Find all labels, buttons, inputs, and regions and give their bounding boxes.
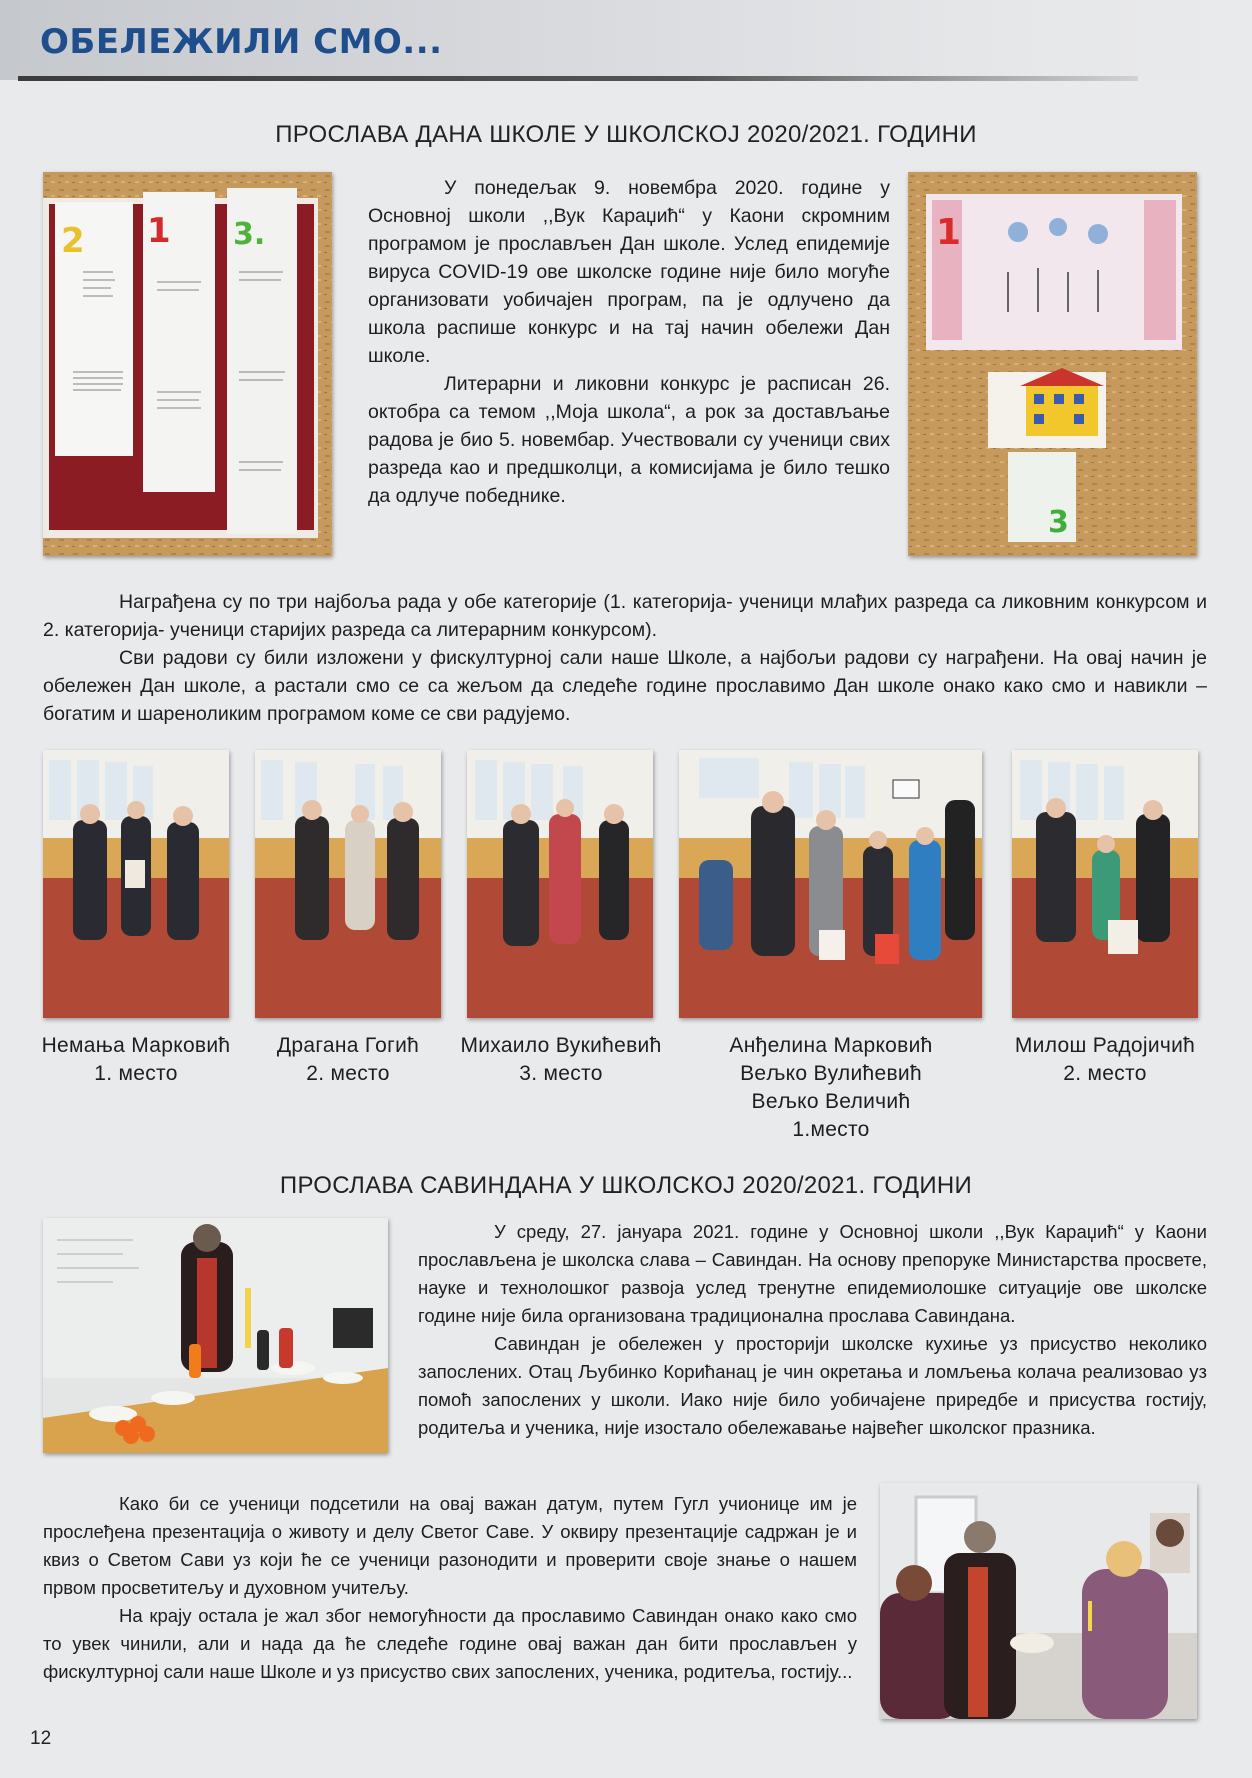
- winner-name: Михаило Вукићевић: [460, 1034, 662, 1057]
- section2-intro-text: [418, 1218, 1207, 1442]
- winner-caption-2: [240, 1032, 456, 1088]
- winner-place: 2. место: [1063, 1062, 1147, 1085]
- winner-place: 1. место: [94, 1062, 178, 1085]
- photo-winner-2: [255, 750, 441, 1018]
- photo-winner-5: [1012, 750, 1198, 1018]
- winner-name: Немања Марковић: [41, 1034, 231, 1057]
- section1-intro-text: [368, 174, 890, 510]
- section1-body-paragraph-2: Сви радови су били изложени у фискултурној сали наше Школе, а најбољи радови су награђени. На овај начин је обележен Дан школе, а растали смо се са жељом да следеће године прославимо Дан школе онако како смо и навикли – богатим и шареноликим програмом коме се сви радујемо.: [43, 647, 1207, 725]
- winner-name-3: Вељко Величић: [751, 1090, 911, 1113]
- svg-text:1: 1: [147, 211, 171, 251]
- section2-body-paragraph-1: Како би се ученици подсетили на овај важан датум, путем Гугл учионице им је прослеђена презентација о животу и делу Светог Саве. У оквиру презентације садржан је и квиз о Светом Сави уз који ће се ученици разонодити и проверити своје знање о нашем првом просветитељу и духовном учитељу.: [43, 1493, 857, 1598]
- photo-winner-1: [43, 750, 229, 1018]
- svg-text:2: 2: [61, 221, 85, 261]
- winner-caption-4: [690, 1032, 972, 1144]
- svg-text:1: 1: [936, 212, 962, 253]
- photo-winner-3: [467, 750, 653, 1018]
- winner-caption-5: [988, 1032, 1222, 1088]
- svg-text:3: 3: [1048, 505, 1069, 540]
- section2-intro-paragraph-2: Савиндан је обележен у просторији школске кухиње уз присуство неколико запослених. Отац Љубинко Корићанац је чин окретања и ломљења колача реализовао уз помоћ запослених у школи. Иако није било уобичајене приредбе и присуства гостију, родитеља и ученика, није изостало обележавање највећег школског празника.: [418, 1333, 1207, 1438]
- section1-body-text: [43, 588, 1207, 728]
- winner-caption-3: [446, 1032, 676, 1088]
- photo-literary-works-board: [43, 172, 332, 556]
- svg-text:3.: 3.: [233, 217, 266, 252]
- winner-name: Анђелина Марковић: [729, 1034, 933, 1057]
- page-number: 12: [30, 1728, 52, 1749]
- winner-place: 3. место: [519, 1062, 603, 1085]
- photo-savindan-table: [43, 1218, 388, 1453]
- winner-place: 2. место: [306, 1062, 390, 1085]
- photo-art-works-board: [908, 172, 1197, 556]
- section2-title: ПРОСЛАВА САВИНДАНА У ШКОЛСКОЈ 2020/2021. ГОДИНИ: [279, 1172, 973, 1199]
- page-header-title: ОБЕЛЕЖИЛИ СМО...: [40, 22, 443, 62]
- winner-name: Драгана Гогић: [276, 1034, 420, 1057]
- photo-savindan-cake-cutting: [880, 1483, 1197, 1719]
- section2-intro-paragraph-1: У среду, 27. јануара 2021. године у Основној школи ,,Вук Караџић“ у Каони прослављена је школска слава – Савиндан. На основу препоруке Министарства просвете, науке и технолошког развоја услед тренутне епидемиолошке ситуације ове школске године није била организована традиционална прослава Савиндана.: [418, 1221, 1207, 1326]
- section1-title: ПРОСЛАВА ДАНА ШКОЛЕ У ШКОЛСКОЈ 2020/2021. ГОДИНИ: [275, 121, 977, 148]
- section1-intro-paragraph-1: У понедељак 9. новембра 2020. године у Основној школи ,,Вук Караџић“ у Каони скромним програмом је прослављен Дан школе. Услед епидемије вируса COVID-19 ове школске године није било могуће организовати уобичајен програм, па је одлучено да школа распише конкурс и на тај начин обележи Дан школе.: [368, 177, 890, 367]
- section2-body-text: [43, 1490, 857, 1686]
- photo-winner-4: [679, 750, 982, 1018]
- section1-body-paragraph-1: Награђена су по три најбоља рада у обе категорије (1. категорија- ученици млађих разреда са ликовним конкурсом и 2. категорија- ученици старијих разреда са литерарним конкурсом).: [43, 591, 1207, 641]
- winner-place: 1.место: [792, 1118, 870, 1141]
- header-rule: [18, 76, 1138, 81]
- winner-name-2: Вељко Вулићевић: [740, 1062, 922, 1085]
- section2-body-paragraph-2: На крају остала је жал због немогућности да прославимо Савиндан онако како смо то увек чинили, али и нада да ће следеће године овај важан дан бити прослављен у фискултурној сали наше Школе и уз присуство свих запослених, ученика, родитеља, гостију...: [43, 1605, 857, 1682]
- winner-name: Милош Радојичић: [1014, 1034, 1196, 1057]
- section1-intro-paragraph-2: Литерарни и ликовни конкурс је расписан 26. октобра са темом ,,Моја школа“, а рок за достављање радова је био 5. новембар. Учествовали су ученици свих разреда као и предшколци, а комисијама је било тешко да одлуче победнике.: [368, 373, 890, 507]
- winner-caption-1: [28, 1032, 244, 1088]
